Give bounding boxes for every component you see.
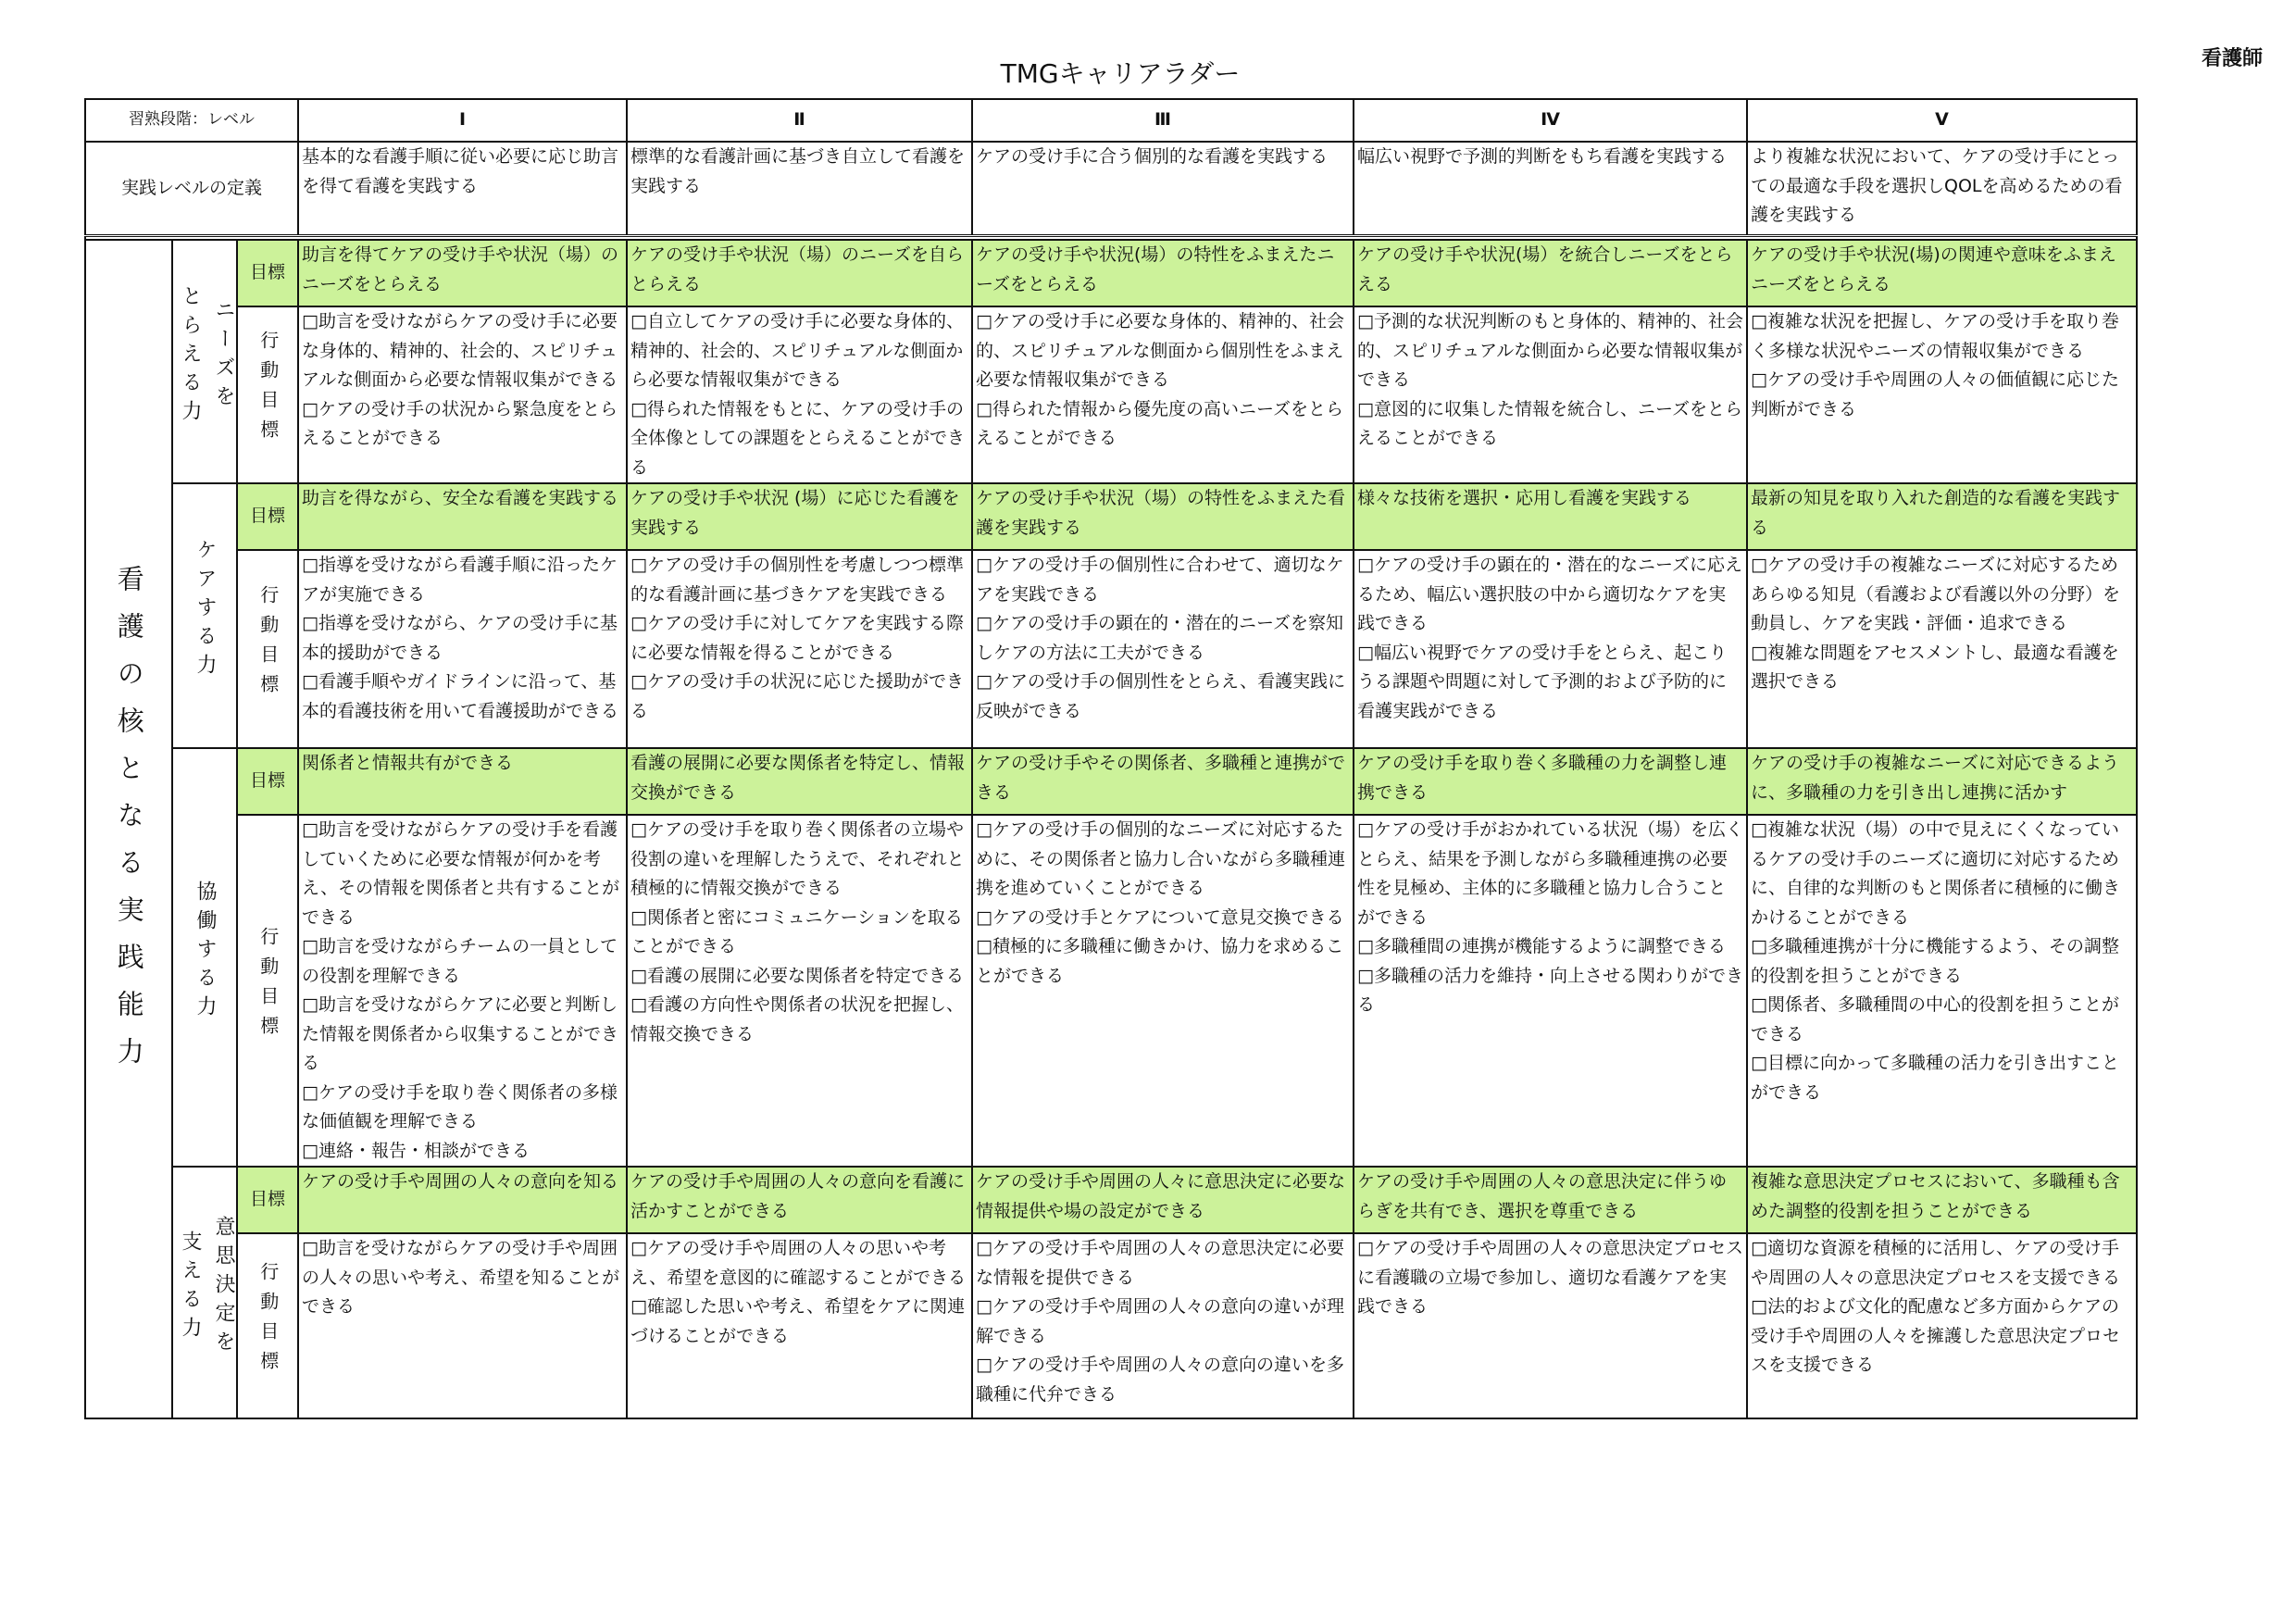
action-item: □意図的に収集した情報を統合し、ニーズをとらえることができる <box>1357 398 1743 448</box>
action-item: □ケアの受け手とケアについて意見交換できる <box>976 906 1344 928</box>
action-row-collab <box>85 815 2137 1167</box>
action-item: □複雑な状況（場）の中で見えにくくなっているケアの受け手のニーズに適切に対応するために、自律的な判断のもと関係者に積極的に働きかけることができる <box>1751 819 2121 928</box>
action-item: □積極的に多職種に働きかけ、協力を求めることができる <box>976 936 1344 986</box>
goal-row-care <box>85 483 2137 550</box>
action-item: □得られた情報から優先度の高いニーズをとらえることができる <box>976 398 1344 448</box>
goal-label: 目標 <box>237 240 298 306</box>
goal-collab-level-3: ケアの受け手やその関係者、多職種と連携ができる <box>972 748 1354 815</box>
core-category-label <box>85 240 172 1418</box>
action-item: □関係者と密にコミュニケーションを取ることができる <box>630 906 963 956</box>
action-item: □自立してケアの受け手に必要な身体的、精神的、社会的、スピリチュアルな側面から必要な情報収集ができる <box>630 311 964 390</box>
section-name-text <box>188 881 221 1024</box>
page-title: TMGキャリアラダー <box>1000 58 1241 89</box>
action-item: □助言を受けながらケアの受け手に必要な身体的、精神的、社会的、スピリチュアルな側面から必要な情報収集ができる <box>302 311 618 390</box>
goal-care-level-2: ケアの受け手や状況 (場）に応じた看護を実践する <box>627 483 972 550</box>
action-item: □ケアの受け手の個別性をとらえ、看護実践に反映ができる <box>976 671 1346 721</box>
section-name-text <box>173 1216 237 1359</box>
definition-level-5: より複雑な状況において、ケアの受け手にとっての最適な手段を選択しQOLを高めるための看護を実践する <box>1747 142 2137 236</box>
action-label <box>237 1233 298 1418</box>
action-item: □目標に向かって多職種の活力を引き出すことができる <box>1751 1053 2119 1103</box>
action-item: □複雑な問題をアセスメントし、最適な看護を選択できる <box>1751 642 2119 692</box>
action-item: □ケアの受け手の顕在的・潜在的なニーズに応えるため、幅広い選択肢の中から適切なケアを実践できる <box>1357 555 1743 633</box>
header-row <box>85 99 2137 142</box>
action-item: □看護の方向性や関係者の状況を把握し、情報交換できる <box>630 994 964 1044</box>
action-care-level-3 <box>972 550 1354 748</box>
action-label-text: 行動目標 <box>256 926 280 1045</box>
action-item: □多職種間の連携が機能するように調整できる <box>1357 936 1726 956</box>
action-collab-level-4 <box>1354 815 1747 1167</box>
action-item: □ケアの受け手の状況に応じた援助ができる <box>630 671 964 721</box>
goal-needs-level-3: ケアの受け手や状況(場）の特性をふまえたニーズをとらえる <box>972 240 1354 306</box>
goal-care-level-3: ケアの受け手や状況（場）の特性をふまえた看護を実践する <box>972 483 1354 550</box>
action-item: □指導を受けながら看護手順に沿ったケアが実施できる <box>302 555 618 605</box>
goal-decision-level-3: ケアの受け手や周囲の人々に意思決定に必要な情報提供や場の設定ができる <box>972 1167 1354 1233</box>
action-item: □ケアの受け手の顕在的・潜在的ニーズを察知しケアの方法に工夫ができる <box>976 613 1344 663</box>
action-item: □適切な資源を積極的に活用し、ケアの受け手や周囲の人々の意思決定プロセスを支援できる <box>1751 1238 2121 1288</box>
action-item: □幅広い視野でケアの受け手をとらえ、起こりうる課題や問題に対して予測的および予防的に看護実践ができる <box>1357 642 1728 721</box>
action-item: □確認した思いや考え、希望をケアに関連づけることができる <box>630 1296 966 1346</box>
action-item: □ケアの受け手に対してケアを実践する際に必要な情報を得ることができる <box>630 613 964 663</box>
goal-decision-level-4: ケアの受け手や周囲の人々の意思決定に伴うゆらぎを共有でき、選択を尊重できる <box>1354 1167 1747 1233</box>
section-name-needs <box>172 240 237 483</box>
goal-collab-level-2: 看護の展開に必要な関係者を特定し、情報交換ができる <box>627 748 972 815</box>
action-needs-level-2 <box>627 306 972 483</box>
level-1-header: Ⅰ <box>298 99 627 142</box>
action-item: □連絡・報告・相談ができる <box>302 1140 530 1161</box>
action-item: □ケアの受け手や周囲の人々の価値観に応じた判断ができる <box>1751 369 2119 419</box>
role-label: 看護師 <box>2202 47 2264 70</box>
action-item: □ケアの受け手の複雑なニーズに対応するためあらゆる知見（看護および看護以外の分野）を動員し、ケアを実践・評価・追求できる <box>1751 555 2121 633</box>
action-needs-level-4 <box>1354 306 1747 483</box>
action-item: □ケアの受け手や周囲の人々の意向の違いが理解できる <box>976 1296 1344 1346</box>
definition-label: 実践レベルの定義 <box>85 142 298 236</box>
goal-needs-level-4: ケアの受け手や状況(場）を統合しニーズをとらえる <box>1354 240 1747 306</box>
action-item: □助言を受けながらケアの受け手や周囲の人々の思いや考え、希望を知ることができる <box>302 1238 620 1317</box>
action-label-text: 行動目標 <box>256 584 280 704</box>
definition-level-4: 幅広い視野で予測的判断をもち看護を実践する <box>1354 142 1747 236</box>
action-item: □ケアの受け手や周囲の人々の意思決定に必要な情報を提供できる <box>976 1238 1344 1288</box>
definition-level-2: 標準的な看護計画に基づき自立して看護を実践する <box>627 142 972 236</box>
action-row-needs <box>85 306 2137 483</box>
action-label-text: 行動目標 <box>256 331 280 450</box>
action-item: □得られた情報をもとに、ケアの受け手の全体像としての課題をとらえることができる <box>630 398 966 478</box>
section-name-line: とらえる力 <box>179 284 202 429</box>
section-name-text <box>173 285 237 429</box>
action-collab-level-5 <box>1747 815 2137 1167</box>
action-care-level-1 <box>298 550 627 748</box>
goal-needs-level-2: ケアの受け手や状況（場）のニーズを自らとらえる <box>627 240 972 306</box>
action-decision-level-4 <box>1354 1233 1747 1418</box>
action-label <box>237 550 298 748</box>
section-name-collab <box>172 748 237 1167</box>
goal-care-level-4: 様々な技術を選択・応用し看護を実践する <box>1354 483 1747 550</box>
action-item: □多職種の活力を維持・向上させる関わりができる <box>1357 965 1743 1015</box>
definition-level-3: ケアの受け手に合う個別的な看護を実践する <box>972 142 1354 236</box>
level-5-header: Ⅴ <box>1747 99 2137 142</box>
section-name-line: 協働する力 <box>193 881 217 1025</box>
goal-row-decision <box>85 1167 2137 1233</box>
goal-needs-level-1: 助言を得てケアの受け手や状況（場）のニーズをとらえる <box>298 240 627 306</box>
action-item: □関係者、多職種間の中心的役割を担うことができる <box>1751 994 2119 1044</box>
action-collab-level-2 <box>627 815 972 1167</box>
action-row-decision <box>85 1233 2137 1418</box>
section-name-line: 支える力 <box>179 1230 202 1345</box>
goal-collab-level-5: ケアの受け手の複雑なニーズに対応できるように、多職種の力を引き出し連携に活かす <box>1747 748 2137 815</box>
section-name-line: ケアする力 <box>193 539 217 683</box>
action-decision-level-1 <box>298 1233 627 1418</box>
section-name-text <box>188 539 221 682</box>
action-item: □ケアの受け手や周囲の人々の意向の違いを多職種に代弁できる <box>976 1355 1344 1405</box>
goal-row-collab <box>85 748 2137 815</box>
action-item: □ケアの受け手の状況から緊急度をとらえることができる <box>302 398 618 448</box>
career-ladder-table <box>84 98 2138 1419</box>
goal-decision-level-1: ケアの受け手や周囲の人々の意向を知る <box>298 1167 627 1233</box>
goal-care-level-5: 最新の知見を取り入れた創造的な看護を実践する <box>1747 483 2137 550</box>
level-label: 習熟段階：レベル <box>85 99 298 142</box>
goal-needs-level-5: ケアの受け手や状況(場)の関連や意味をふまえニーズをとらえる <box>1747 240 2137 306</box>
action-item: □ケアの受け手の個別性に合わせて、適切なケアを実践できる <box>976 555 1344 605</box>
action-needs-level-5 <box>1747 306 2137 483</box>
action-item: □指導を受けながら、ケアの受け手に基本的援助ができる <box>302 613 618 663</box>
goal-label: 目標 <box>237 748 298 815</box>
action-decision-level-2 <box>627 1233 972 1418</box>
action-item: □複雑な状況を把握し、ケアの受け手を取り巻く多様な状況やニーズの情報収集ができる <box>1751 311 2119 361</box>
goal-label: 目標 <box>237 483 298 550</box>
level-4-header: Ⅳ <box>1354 99 1747 142</box>
action-collab-level-3 <box>972 815 1354 1167</box>
action-decision-level-3 <box>972 1233 1354 1418</box>
level-2-header: Ⅱ <box>627 99 972 142</box>
action-item: □看護の展開に必要な関係者を特定できる <box>630 965 964 986</box>
action-care-level-5 <box>1747 550 2137 748</box>
action-item: □助言を受けながらチームの一員としての役割を理解できる <box>302 936 618 986</box>
definition-level-1: 基本的な看護手順に従い必要に応じ助言を得て看護を実践する <box>298 142 627 236</box>
goal-care-level-1: 助言を得ながら、安全な看護を実践する <box>298 483 627 550</box>
action-item: □看護手順やガイドラインに沿って、基本的看護技術を用いて看護援助ができる <box>302 671 619 721</box>
goal-row-needs <box>85 240 2137 306</box>
action-item: □ケアの受け手や周囲の人々の思いや考え、希望を意図的に確認することができる <box>630 1238 967 1288</box>
action-collab-level-1 <box>298 815 627 1167</box>
action-item: □法的および文化的配慮など多方面からケアの受け手や周囲の人々を擁護した意思決定プロセスを支援できる <box>1751 1296 2121 1375</box>
action-item: □ケアの受け手の個別的なニーズに対応するために、その関係者と協力し合いながら多職種連携を進めていくことができる <box>976 819 1346 898</box>
action-label <box>237 815 298 1167</box>
action-needs-level-1 <box>298 306 627 483</box>
goal-decision-level-2: ケアの受け手や周囲の人々の意向を看護に活かすことができる <box>627 1167 972 1233</box>
action-row-care <box>85 550 2137 748</box>
action-item: □助言を受けながらケアに必要と判断した情報を関係者から収集することができる <box>302 994 619 1073</box>
core-category-text: 看護の核となる実践能力 <box>113 564 145 1084</box>
section-name-decision <box>172 1167 237 1418</box>
action-care-level-4 <box>1354 550 1747 748</box>
action-item: □多職種連携が十分に機能するよう、その調整的役割を担うことができる <box>1751 936 2119 986</box>
action-item: □ケアの受け手に必要な身体的、精神的、社会的、スピリチュアルな側面から個別性をふまえ必要な情報収集ができる <box>976 311 1344 390</box>
definition-row <box>85 142 2137 236</box>
goal-decision-level-5: 複雑な意思決定プロセスにおいて、多職種も含めた調整的役割を担うことができる <box>1747 1167 2137 1233</box>
action-label-text: 行動目標 <box>256 1261 280 1380</box>
action-item: □助言を受けながらケアの受け手を看護していくために必要な情報が何かを考え、その情報を関係者と共有することができる <box>302 819 620 928</box>
section-name-line: ニーズを <box>212 299 235 415</box>
section-name-care <box>172 483 237 748</box>
action-item: □ケアの受け手の個別性を考慮しつつ標準的な看護計画に基づきケアを実践できる <box>630 555 964 605</box>
action-decision-level-5 <box>1747 1233 2137 1418</box>
action-item: □ケアの受け手がおかれている状況（場）を広くとらえ、結果を予測しながら多職種連携の必要性を見極め、主体的に多職種と協力し合うことができる <box>1357 819 1743 928</box>
action-item: □ケアの受け手を取り巻く関係者の立場や役割の違いを理解したうえで、それぞれと積極的に情報交換ができる <box>630 819 965 898</box>
action-item: □ケアの受け手や周囲の人々の意思決定プロセスに看護職の立場で参加し、適切な看護ケアを実践できる <box>1357 1238 1743 1317</box>
action-item: □ケアの受け手を取り巻く関係者の多様な価値観を理解できる <box>302 1081 618 1131</box>
action-care-level-2 <box>627 550 972 748</box>
goal-collab-level-4: ケアの受け手を取り巻く多職種の力を調整し連携できる <box>1354 748 1747 815</box>
goal-label: 目標 <box>237 1167 298 1233</box>
goal-collab-level-1: 関係者と情報共有ができる <box>298 748 627 815</box>
action-item: □予測的な状況判断のもと身体的、精神的、社会的、スピリチュアルな側面から必要な情報収集ができる <box>1357 311 1743 390</box>
level-3-header: Ⅲ <box>972 99 1354 142</box>
section-name-line: 意思決定を <box>212 1216 235 1360</box>
action-needs-level-3 <box>972 306 1354 483</box>
action-label <box>237 306 298 483</box>
